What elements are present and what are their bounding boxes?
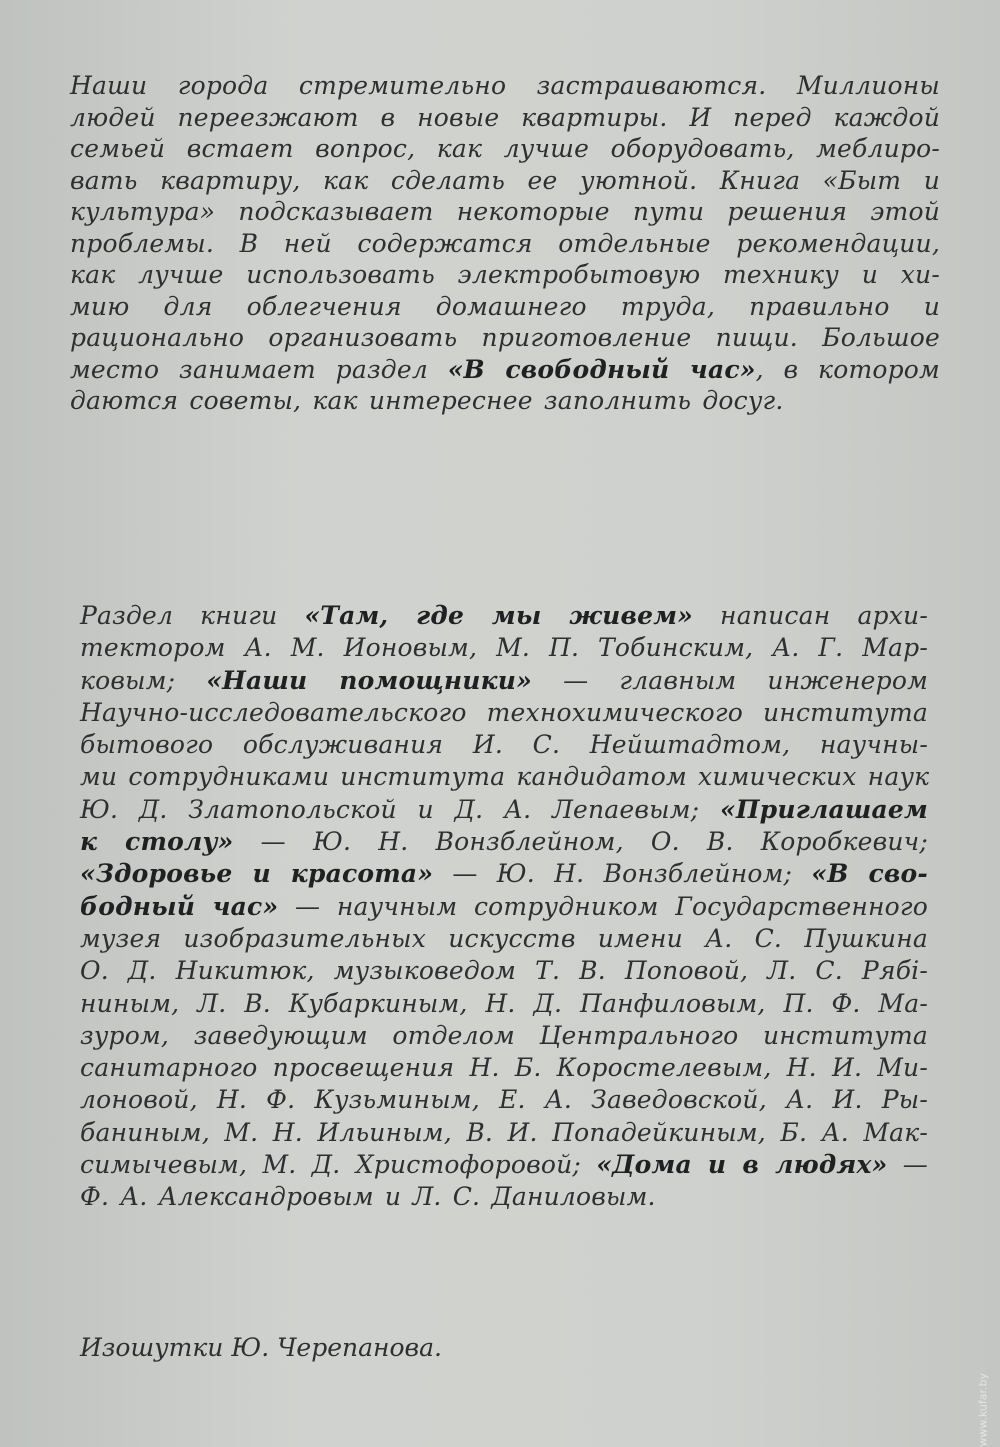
text-line: ниным, Л. В. Кубаркиным, Н. Д. Панфиловым, П. Ф. Ма- [80, 988, 928, 1018]
text-fragment: — Ю. Н. Вонзблейном, О. В. Коробкевич; [233, 827, 928, 857]
text-line: ми сотрудниками института кандидатом химических наук [80, 762, 930, 792]
text-line [80, 858, 928, 890]
text-line: Наши города стремительно застраиваются. Миллионы [70, 71, 940, 100]
text-line: зуром, заведующим отделом Центрального института [80, 1020, 928, 1050]
text-fragment: ковым; [80, 665, 207, 695]
text-fragment: — научным сотрудником Государственного [278, 891, 928, 921]
text-line: Ф. А. Александровым и Л. С. Даниловым. [80, 1182, 656, 1212]
text-line: мию для облегчения домашнего труда, правильно и [70, 291, 940, 321]
text-line [80, 1149, 928, 1181]
text-line: тектором А. М. Ионовым, М. П. Тобинским, А. Г. Мар- [80, 633, 928, 663]
text-line [80, 794, 928, 826]
text-line: санитарного просвещения Н. Б. Коростелевым, Н. И. Ми- [80, 1053, 928, 1083]
text-line: проблемы. В ней содержатся отдельные рекомендации, [70, 228, 940, 258]
text-line: Научно-исследовательского технохимического института [80, 697, 928, 727]
text-fragment: симычевым, М. Д. Христофоровой; [80, 1150, 597, 1180]
text-line: людей переезжают в новые квартиры. И перед каждой [70, 102, 940, 132]
text-line: бытового обслуживания И. С. Нейштадтом, научны- [80, 730, 928, 760]
text-fragment: Раздел книги [80, 601, 305, 630]
section-title-our-helpers: «Наши помощники» [206, 665, 533, 695]
text-line: баниным, М. Н. Ильиным, В. И. Попадейкиным, Б. А. Мак- [80, 1117, 928, 1147]
text-line: культура» подсказывает некоторые пути решения этой [70, 197, 940, 226]
text-line: даются советы, как интереснее заполнить досуг. [70, 386, 784, 415]
text-fragment: Ю. Д. Златопольской и Д. А. Лепаевым; [80, 794, 720, 824]
text-line: вать квартиру, как сделать ее уютной. Книга «Быт и [70, 165, 940, 195]
section-title-free-time-start: «В сво- [811, 859, 928, 889]
section-title-welcome-to-table: «Приглашаем [720, 794, 928, 824]
section-title-health-beauty: «Здоровье и красота» [80, 859, 434, 889]
text-fragment: , в котором [755, 354, 940, 384]
text-line [80, 891, 928, 923]
intro-paragraph [70, 70, 940, 417]
text-fragment: написан архи- [693, 601, 928, 630]
text-fragment: — Ю. Н. Вонзблейном; [433, 859, 812, 889]
text-line [80, 665, 928, 697]
text-line: О. Д. Никитюк, музыковедом Т. В. Поповой, Л. С. Рябi- [80, 956, 928, 986]
section-title-welcome-to-table-end: к столу» [80, 827, 234, 857]
text-line: музея изобразительных искусств имени А. С. Пушкина [80, 923, 928, 953]
text-fragment: — главным инженером [532, 665, 929, 695]
text-line [80, 826, 928, 858]
section-title-free-time-end: бодный час» [80, 891, 279, 921]
text-line [80, 600, 928, 632]
text-line: лоновой, Н. Ф. Кузьминым, Е. А. Заведовской, А. И. Ры- [80, 1085, 928, 1115]
watermark: www.kufar.by [977, 1373, 990, 1447]
credits-paragraph [80, 600, 928, 1214]
text-line [70, 354, 940, 386]
text-line: семьей встает вопрос, как лучше оборудовать, меблиро- [70, 134, 940, 163]
text-fragment: место занимает раздел [70, 354, 448, 384]
text-line: как лучше использовать электробытовую технику и хи- [70, 260, 940, 289]
illustrations-credit: Изошутки Ю. Черепанова. [80, 1333, 442, 1362]
section-title-free-time: «В свободный час» [447, 354, 756, 384]
section-title-where-we-live: «Там, где мы живем» [304, 601, 694, 630]
text-fragment: — [887, 1150, 928, 1180]
section-title-home-and-out: «Дома и в людях» [596, 1150, 888, 1180]
text-line: рационально организовать приготовление пищи. Большое [70, 323, 940, 352]
